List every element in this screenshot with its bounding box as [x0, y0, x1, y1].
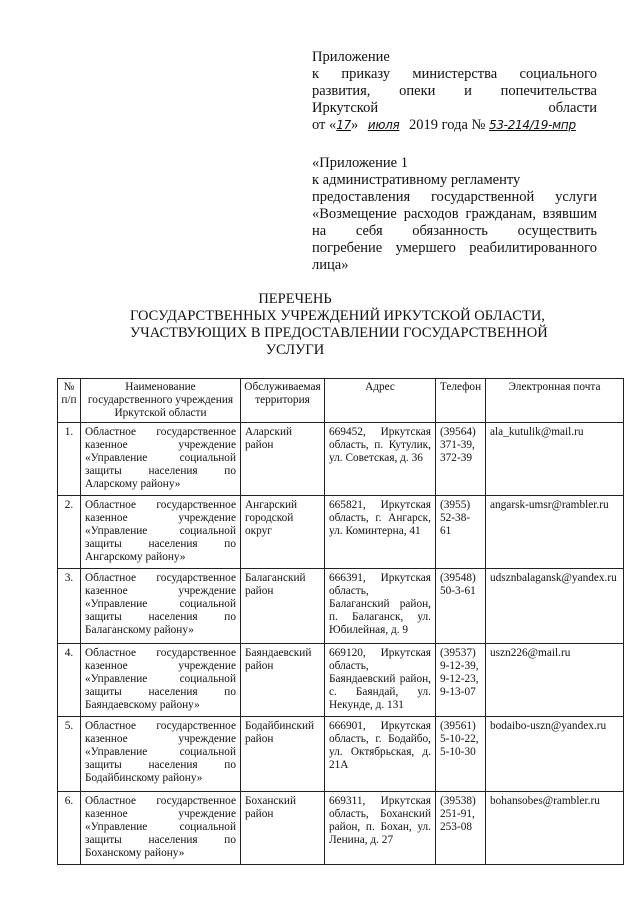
- row-phone: (39561) 5-10-22, 5-10-30: [436, 717, 486, 792]
- appendix-line: к административному регламенту: [312, 172, 521, 188]
- row-address: 666901, Иркутская область, г. Бодайбо, ул. Октябрьская, д. 21А: [325, 717, 436, 792]
- title-line: ГОСУДАРСТВЕННЫХ УЧРЕЖДЕНИЙ ИРКУТСКОЙ ОБЛАСТИ,: [130, 308, 545, 324]
- row-name: Областное государственное казенное учреждение «Управление социальной защиты населения по Боханскому району»: [81, 792, 241, 865]
- header-name: Наименование государственного учреждения Иркутской области: [81, 379, 241, 423]
- row-phone: (39548) 50-3-61: [436, 569, 486, 644]
- row-territory: Ангарский городской округ: [241, 496, 325, 569]
- appendix-line: «Возмещение расходов гражданам, взявшим: [312, 206, 597, 222]
- row-email: bodaibo-uszn@yandex.ru: [486, 717, 624, 792]
- row-num: 1.: [58, 423, 81, 496]
- order-number: 53-214/19-мпр: [489, 118, 576, 132]
- row-phone: (3955) 52-38-61: [436, 496, 486, 569]
- table-header-row: [58, 379, 624, 423]
- document-title: [130, 291, 548, 359]
- row-phone: (39537) 9-12-39, 9-12-23, 9-13-07: [436, 644, 486, 717]
- row-name: Областное государственное казенное учреждение «Управление социальной защиты населения по Балаганскому району»: [81, 569, 241, 644]
- appendix-line: лица»: [312, 257, 349, 273]
- order-header: [312, 49, 597, 134]
- title-line: УЧАСТВУЮЩИХ В ПРЕДОСТАВЛЕНИИ ГОСУДАРСТВЕННОЙ: [130, 325, 548, 341]
- row-territory: Бодайбинский район: [241, 717, 325, 792]
- row-name: Областное государственное казенное учреждение «Управление социальной защиты населения по Баяндаевскому району»: [81, 644, 241, 717]
- row-address: 669120, Иркутская область, Баяндаевский район, с. Баяндай, ул. Некунде, д. 131: [325, 644, 436, 717]
- order-month: июля: [367, 118, 400, 132]
- row-territory: Боханский район: [241, 792, 325, 865]
- order-date-sep: »: [350, 117, 359, 133]
- order-header-title: Приложение: [312, 49, 390, 65]
- header-num: № п/п: [58, 379, 81, 423]
- table-row: [58, 792, 624, 865]
- row-email: ala_kutulik@mail.ru: [486, 423, 624, 496]
- row-phone: (39538) 251-91, 253-08: [436, 792, 486, 865]
- row-territory: Балаганский район: [241, 569, 325, 644]
- order-header-line: развития, опеки и попечительства: [312, 83, 597, 99]
- header-email: Электронная почта: [486, 379, 624, 423]
- order-header-line: Иркутской области: [312, 100, 597, 116]
- row-address: 669311, Иркутская область, Боханский район, п. Бохан, ул. Ленина, д. 27: [325, 792, 436, 865]
- header-territory: Обслуживаемая территория: [241, 379, 325, 423]
- appendix-title: «Приложение 1: [312, 155, 408, 171]
- row-email: uszn226@mail.ru: [486, 644, 624, 717]
- title-line: УСЛУГИ: [265, 342, 325, 358]
- table-row: [58, 644, 624, 717]
- header-phone: Телефон: [436, 379, 486, 423]
- institutions-table: [57, 378, 624, 865]
- table-row: [58, 423, 624, 496]
- row-email: udsznbalagansk@yandex.ru: [486, 569, 624, 644]
- header-address: Адрес: [325, 379, 436, 423]
- row-name: Областное государственное казенное учреждение «Управление социальной защиты населения по Аларскому району»: [81, 423, 241, 496]
- appendix-line: на себя обязанность осуществить: [312, 223, 597, 239]
- row-email: bohansobes@rambler.ru: [486, 792, 624, 865]
- order-header-line: к приказу министерства социального: [312, 66, 597, 82]
- row-address: 665821, Иркутская область, г. Ангарск, ул. Коминтерна, 41: [325, 496, 436, 569]
- row-name: Областное государственное казенное учреждение «Управление социальной защиты населения по Ангарскому району»: [81, 496, 241, 569]
- appendix-header: [312, 155, 597, 274]
- table-row: [58, 569, 624, 644]
- row-num: 2.: [58, 496, 81, 569]
- order-date-line: [312, 117, 597, 134]
- row-address: 666391, Иркутская область, Балаганский район, п. Балаганск, ул. Юбилейная, д. 9: [325, 569, 436, 644]
- table-row: [58, 717, 624, 792]
- order-day: 17: [336, 118, 351, 132]
- row-address: 669452, Иркутская область, п. Кутулик, ул. Советская, д. 36: [325, 423, 436, 496]
- row-territory: Баяндаевский район: [241, 644, 325, 717]
- order-date-prefix: от «: [312, 117, 337, 133]
- row-name: Областное государственное казенное учреждение «Управление социальной защиты населения по Бодайбинскому району»: [81, 717, 241, 792]
- row-num: 3.: [58, 569, 81, 644]
- row-email: angarsk-umsr@rambler.ru: [486, 496, 624, 569]
- appendix-line: предоставления государственной услуги: [312, 189, 597, 205]
- appendix-line: погребение умершего реабилитированного: [312, 240, 597, 256]
- row-num: 5.: [58, 717, 81, 792]
- order-year: 2019 года №: [409, 117, 486, 133]
- row-phone: (39564) 371-39, 372-39: [436, 423, 486, 496]
- row-num: 4.: [58, 644, 81, 717]
- table-row: [58, 496, 624, 569]
- row-territory: Аларский район: [241, 423, 325, 496]
- row-num: 6.: [58, 792, 81, 865]
- title-line: ПЕРЕЧЕНЬ: [258, 291, 332, 307]
